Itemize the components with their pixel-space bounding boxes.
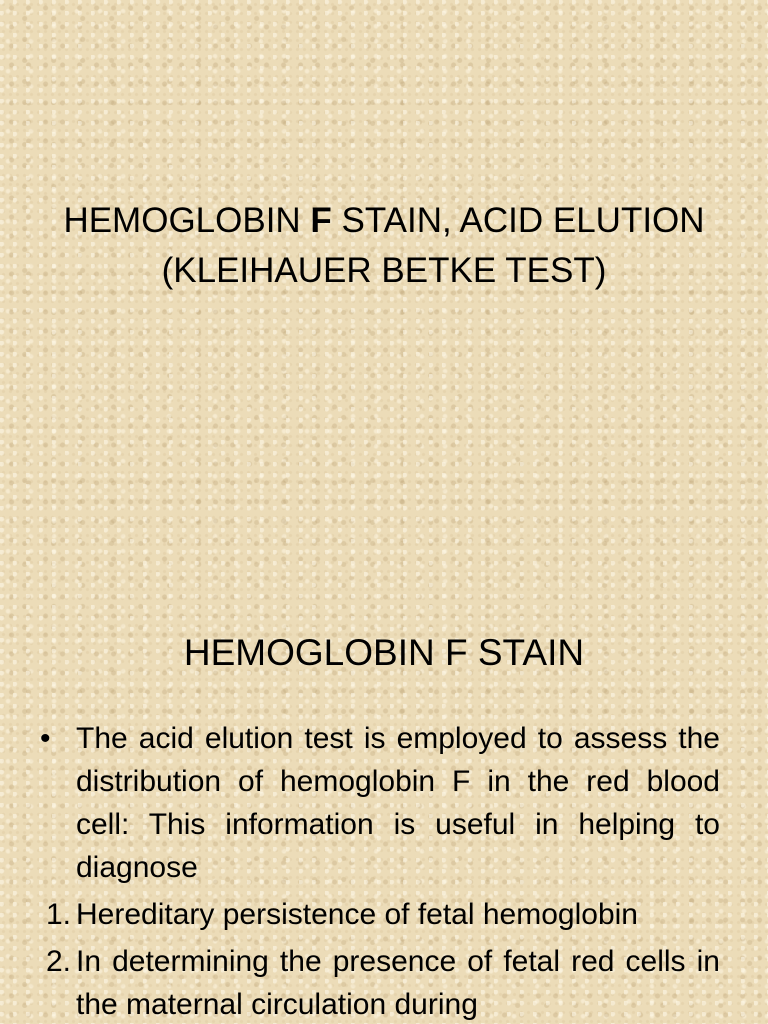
item-text: In determining the presence of fetal red cells in the maternal circulation during <box>76 945 720 1021</box>
numbered-item-2 <box>40 940 720 1024</box>
title-text-part-1: HEMOGLOBIN <box>63 201 311 240</box>
content-slide-title: HEMOGLOBIN F STAIN <box>183 632 585 673</box>
item-text: Hereditary persistence of fetal hemoglobin <box>76 898 638 931</box>
title-text-part-2: STAIN, ACID ELUTION (KLEIHAUER BETKE TEST) <box>161 201 705 290</box>
item-number: 1. <box>46 898 72 931</box>
bullet-item <box>40 717 720 889</box>
numbered-item-1 <box>40 893 720 936</box>
content-slide <box>0 512 768 1024</box>
slide-title <box>40 196 728 296</box>
bullet-text: The acid elution test is employed to assess the distribution of hemoglobin F in the red blood cell: This information is useful in helping to diagnose <box>76 722 720 884</box>
title-bold-letter: F <box>310 201 332 240</box>
bullet-icon: • <box>40 722 51 755</box>
item-number: 2. <box>46 945 72 978</box>
content-list <box>40 717 720 1024</box>
